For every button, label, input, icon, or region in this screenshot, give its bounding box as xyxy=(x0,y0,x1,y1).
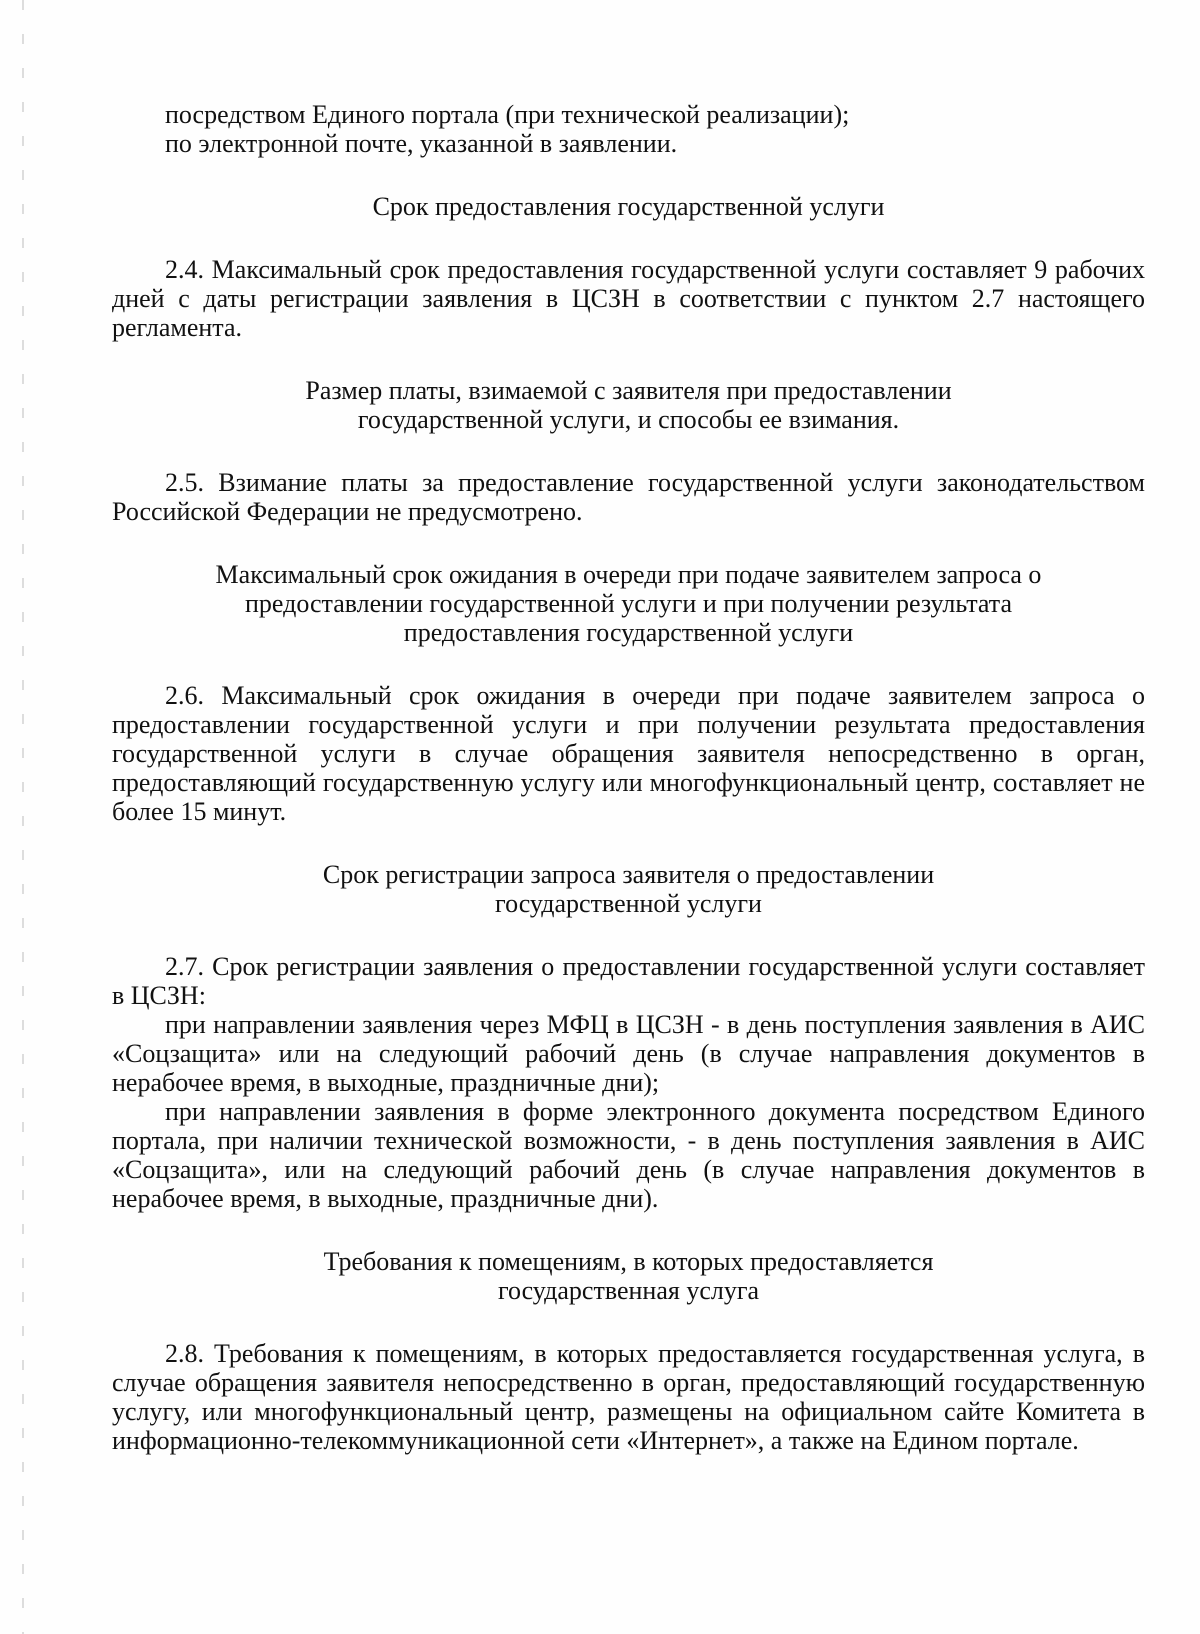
section-heading: предоставлении государственной услуги и при получении результата xyxy=(244,589,1013,618)
paragraph-2-7-mfc: при направлении заявления через МФЦ в ЦСЗН - в день поступления заявления в АИС «Соцзащита» или на следующий рабочий день (в случае направления документов в нерабочее время, в выходные, праздничные дни); xyxy=(112,1010,1145,1097)
paragraph-2-7: 2.7. Срок регистрации заявления о предоставлении государственной услуги составляет в ЦСЗН: xyxy=(112,952,1145,1010)
section-registration-term xyxy=(112,860,1145,1213)
paragraph-2-8: 2.8. Требования к помещениям, в которых предоставляется государственная услуга, в случае обращения заявителя непосредственно в орган, предоставляющий государственную услугу, или многофункциональный центр, размещены на официальном сайте Комитета в информационно-телекоммуникационной сети «Интернет», а также на Едином портале. xyxy=(112,1339,1145,1455)
section-heading: Срок регистрации запроса заявителя о предоставлении xyxy=(322,860,935,889)
section-heading: предоставления государственной услуги xyxy=(403,618,854,647)
document-body xyxy=(112,100,1145,1455)
intro-line-1: посредством Единого портала (при технической реализации); xyxy=(165,100,850,129)
paragraph-2-4: 2.4. Максимальный срок предоставления государственной услуги составляет 9 рабочих дней с даты регистрации заявления в ЦСЗН в соответствии с пунктом 2.7 настоящего регламента. xyxy=(112,255,1145,342)
section-heading: Максимальный срок ожидания в очереди при подаче заявителем запроса о xyxy=(215,560,1042,589)
paragraph-2-5: 2.5. Взимание платы за предоставление государственной услуги законодательством Российской Федерации не предусмотрено. xyxy=(112,468,1145,526)
section-heading: Срок предоставления государственной услуги xyxy=(372,192,885,221)
intro-line-2: по электронной почте, указанной в заявлении. xyxy=(165,129,678,158)
section-fee xyxy=(112,376,1145,526)
section-heading: государственной услуги xyxy=(495,889,762,918)
paragraph-2-6: 2.6. Максимальный срок ожидания в очереди при подаче заявителем запроса о предоставлении государственной услуги и при получении результата предоставления государственной услуги в случае обращения заявителя непосредственно в орган, предоставляющий государственную услугу или многофункциональный центр, составляет не более 15 минут. xyxy=(112,681,1145,826)
section-service-term xyxy=(112,192,1145,342)
section-premises xyxy=(112,1247,1145,1455)
paragraph-2-7-portal: при направлении заявления в форме электронного документа посредством Единого портала, при наличии технической возможности, - в день поступления заявления в АИС «Соцзащита», или на следующий рабочий день (в случае направления документов в нерабочее время, в выходные, праздничные дни). xyxy=(112,1097,1145,1213)
section-queue-time xyxy=(112,560,1145,826)
section-heading: государственной услуги, и способы ее взимания. xyxy=(357,405,900,434)
section-heading: Требования к помещениям, в которых предоставляется xyxy=(323,1247,934,1276)
scan-edge-artifact xyxy=(22,0,24,1634)
section-heading: Размер платы, взимаемой с заявителя при предоставлении xyxy=(305,376,952,405)
section-heading: государственная услуга xyxy=(497,1276,760,1305)
